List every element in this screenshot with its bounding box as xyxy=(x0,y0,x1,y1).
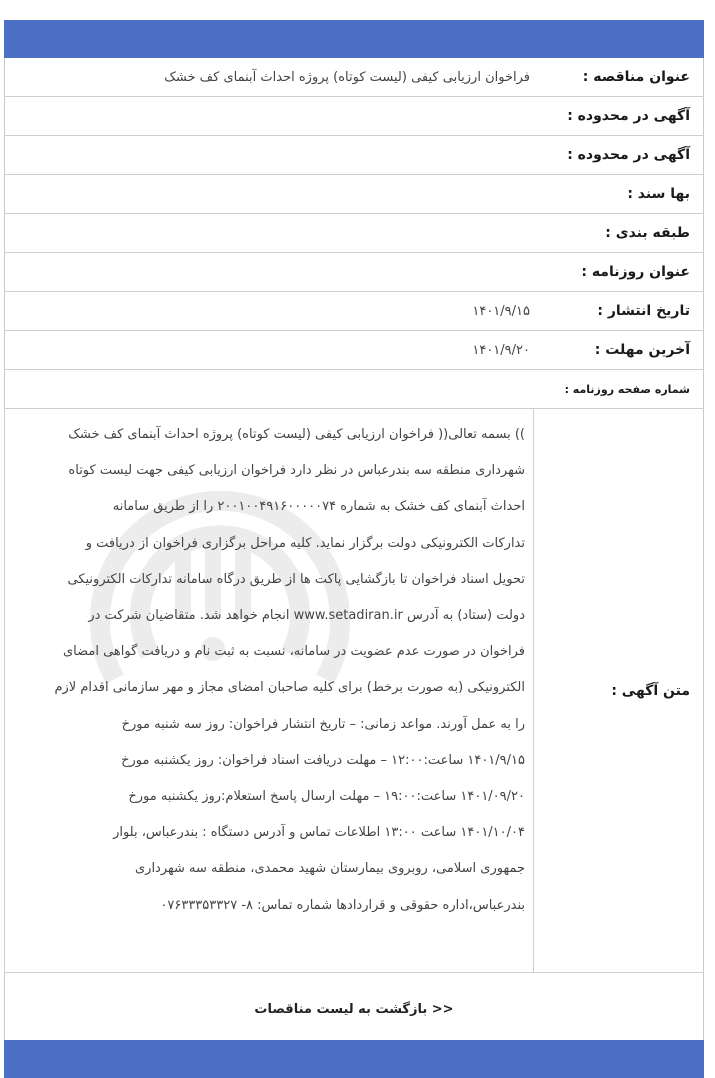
notice-line: الکترونیکی (به صورت برخط) برای کلیه صاحبان امضای مجاز و مهر سازمانی اقدام لازم xyxy=(54,680,525,696)
title-row xyxy=(4,58,704,97)
area2-row xyxy=(4,136,704,175)
notice-line: فراخوان در صورت عدم عضویت در سامانه، نسبت به ثبت نام و دریافت گواهی امضای xyxy=(62,644,525,660)
area1-label: آگهی در محدوده : xyxy=(567,108,690,124)
notice-body xyxy=(5,409,534,972)
deadline-row xyxy=(4,331,704,370)
notice-text xyxy=(19,417,525,924)
back-to-list-link[interactable]: << بازگشت به لیست مناقصات xyxy=(254,1002,454,1017)
title-value: فراخوان ارزیابی کیفی (لیست کوتاه) پروژه احداث آبنمای کف خشک xyxy=(164,69,530,85)
deadline-label: آخرین مهلت : xyxy=(594,342,690,358)
area2-label: آگهی در محدوده : xyxy=(567,147,690,163)
title-label: عنوان مناقصه : xyxy=(582,69,690,85)
notice-line: تدارکات الکترونیکی دولت برگزار نماید. کلیه مراحل برگزاری فراخوان از دریافت و xyxy=(85,535,525,551)
footer-bar xyxy=(4,1040,704,1078)
notice-line: )) بسمه تعالی(( فراخوان ارزیابی کیفی (لیست کوتاه) پروژه احداث آبنمای کف خشک xyxy=(68,427,525,442)
price-label: بها سند : xyxy=(627,186,690,202)
area1-row xyxy=(4,97,704,136)
notice-line: بندرعباس،اداره حقوقی و قراردادها شماره تماس: ۸- ۰۷۶۳۳۳۵۳۳۲۷ xyxy=(160,897,525,913)
notice-line: جمهوری اسلامی، روبروی بیمارستان شهید محمدی، منطقه سه شهرداری xyxy=(134,861,525,877)
newspaper-page-label: شماره صفحه روزنامه : xyxy=(564,382,690,396)
notice-line: احداث آبنمای کف خشک به شماره ۲۰۰۱۰۰۴۹۱۶۰۰۰۰۰۷۴ را از طریق سامانه xyxy=(112,499,525,515)
notice-line: ۱۴۰۱/۰۹/۲۰ ساعت:۱۹:۰۰ – مهلت ارسال پاسخ استعلام:روز یکشنبه مورخ xyxy=(128,789,525,805)
publish-date-label: تاریخ انتشار : xyxy=(597,303,690,319)
tender-details xyxy=(4,58,704,1043)
newspaper-label: عنوان روزنامه : xyxy=(581,264,690,280)
publish-date-value: ۱۴۰۱/۹/۱۵ xyxy=(472,303,530,319)
category-row xyxy=(4,214,704,253)
notice-line: تحویل اسناد فراخوان تا بازگشایی پاکت ها از طریق درگاه سامانه تدارکات الکترونیکی xyxy=(67,571,525,587)
newspaper-row xyxy=(4,253,704,292)
price-row xyxy=(4,175,704,214)
notice-line: را به عمل آورند. مواعد زمانی: – تاریخ انتشار فراخوان: روز سه شنبه مورخ xyxy=(121,716,525,732)
header-bar xyxy=(4,20,704,58)
notice-line: ۱۴۰۱/۱۰/۰۴ ساعت ۱۳:۰۰ اطلاعات تماس و آدرس دستگاه : بندرعباس، بلوار xyxy=(113,825,525,841)
category-label: طبقه بندی : xyxy=(605,225,690,241)
notice-line: دولت (ستاد) به آدرس www.setadiran.ir انجام خواهد شد. متقاضیان شرکت در xyxy=(88,608,525,624)
newspaper-page-row xyxy=(4,370,704,409)
notice-line: ۱۴۰۱/۹/۱۵ ساعت:۱۲:۰۰ – مهلت دریافت اسناد فراخوان: روز یکشنبه مورخ xyxy=(121,752,525,768)
publish-date-row xyxy=(4,292,704,331)
notice-line: شهرداری منطقه سه بندرعباس در نظر دارد فراخوان ارزیابی کیفی جهت لیست کوتاه xyxy=(68,463,525,479)
notice-label: متن آگهی : xyxy=(611,682,690,699)
notice-row xyxy=(4,409,704,973)
deadline-value: ۱۴۰۱/۹/۲۰ xyxy=(472,342,530,358)
